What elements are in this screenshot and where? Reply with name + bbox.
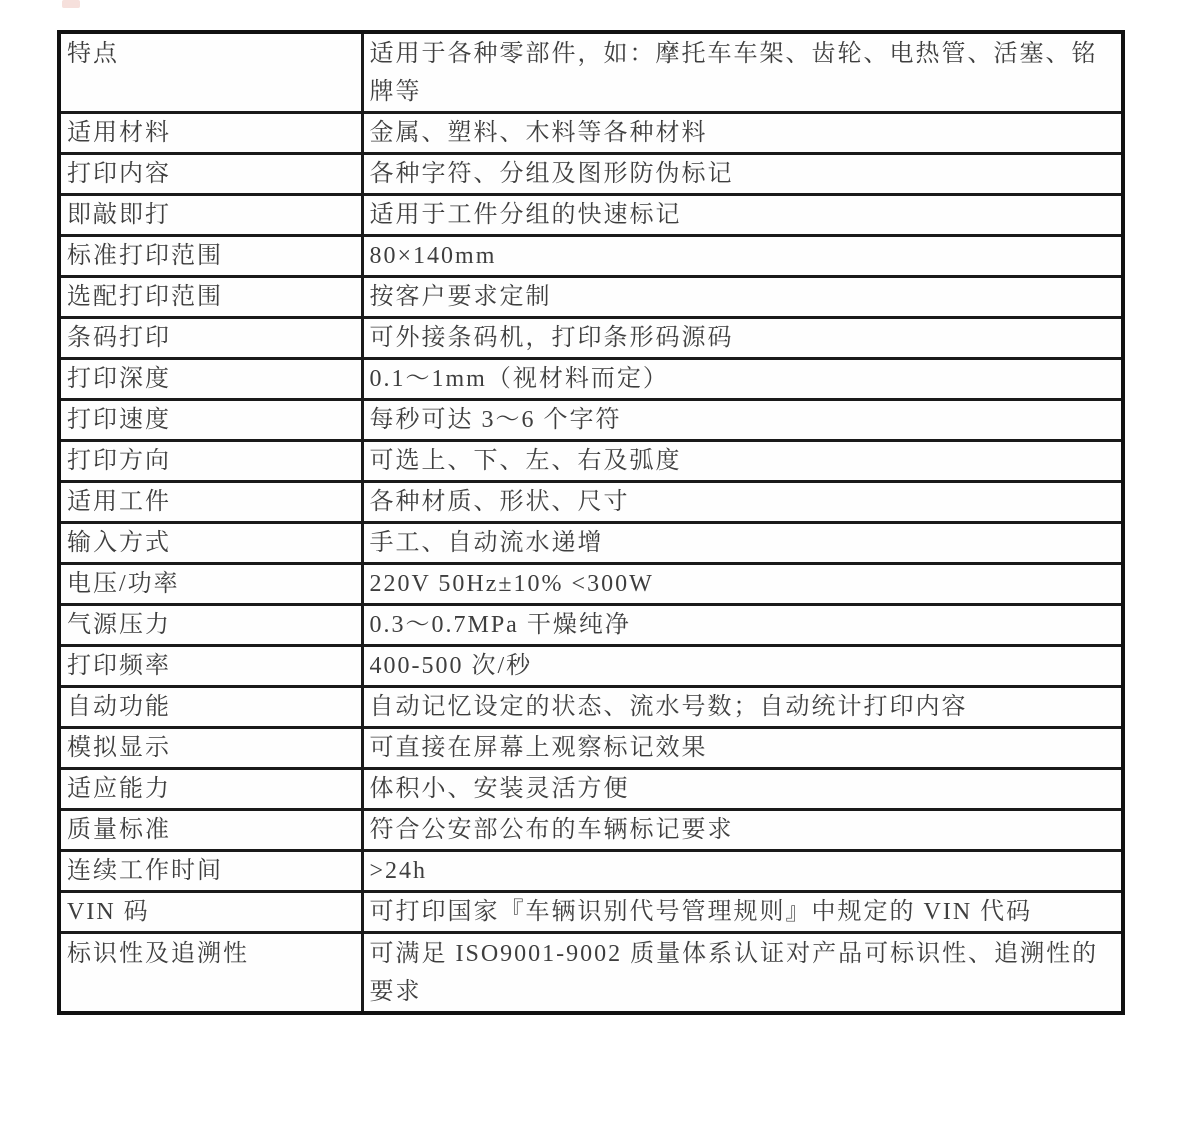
spec-label: 打印方向 [59, 441, 362, 482]
table-row [59, 769, 1123, 810]
table-row [59, 195, 1123, 236]
table-row [59, 851, 1123, 892]
table-row [59, 892, 1123, 933]
spec-value: 适用于工件分组的快速标记 [362, 195, 1123, 236]
spec-value: 各种字符、分组及图形防伪标记 [362, 154, 1123, 195]
table-row [59, 605, 1123, 646]
spec-label: 适用材料 [59, 113, 362, 154]
spec-label: 即敲即打 [59, 195, 362, 236]
spec-label: 输入方式 [59, 523, 362, 564]
table-row [59, 400, 1123, 441]
spec-label: 适应能力 [59, 769, 362, 810]
table-row [59, 564, 1123, 605]
spec-label: 自动功能 [59, 687, 362, 728]
table-row [59, 32, 1123, 113]
spec-label: 模拟显示 [59, 728, 362, 769]
spec-label: 适用工件 [59, 482, 362, 523]
spec-label: 打印深度 [59, 359, 362, 400]
spec-label: 特点 [59, 32, 362, 113]
scan-artifact-mark [62, 0, 80, 8]
spec-value: 80×140mm [362, 236, 1123, 277]
spec-label: 电压/功率 [59, 564, 362, 605]
table-row [59, 236, 1123, 277]
table-row [59, 933, 1123, 1014]
spec-value: 400-500 次/秒 [362, 646, 1123, 687]
spec-value: 适用于各种零部件，如：摩托车车架、齿轮、电热管、活塞、铭牌等 [362, 32, 1123, 113]
spec-label: 打印内容 [59, 154, 362, 195]
spec-value: >24h [362, 851, 1123, 892]
spec-table [57, 30, 1125, 1015]
spec-value: 可选上、下、左、右及弧度 [362, 441, 1123, 482]
spec-label: 条码打印 [59, 318, 362, 359]
table-row [59, 728, 1123, 769]
table-row [59, 523, 1123, 564]
spec-value: 手工、自动流水递增 [362, 523, 1123, 564]
spec-value: 0.3～0.7MPa 干燥纯净 [362, 605, 1123, 646]
spec-value: 符合公安部公布的车辆标记要求 [362, 810, 1123, 851]
table-row [59, 113, 1123, 154]
table-row [59, 441, 1123, 482]
table-row [59, 154, 1123, 195]
spec-label: 气源压力 [59, 605, 362, 646]
spec-value: 按客户要求定制 [362, 277, 1123, 318]
spec-value: 各种材质、形状、尺寸 [362, 482, 1123, 523]
spec-value: 每秒可达 3～6 个字符 [362, 400, 1123, 441]
spec-value: 可直接在屏幕上观察标记效果 [362, 728, 1123, 769]
spec-value: 自动记忆设定的状态、流水号数；自动统计打印内容 [362, 687, 1123, 728]
table-row [59, 359, 1123, 400]
table-row [59, 810, 1123, 851]
spec-label: 标识性及追溯性 [59, 933, 362, 1014]
spec-label: 打印频率 [59, 646, 362, 687]
table-row [59, 687, 1123, 728]
spec-value: 可外接条码机，打印条形码源码 [362, 318, 1123, 359]
spec-label: 质量标准 [59, 810, 362, 851]
spec-label: 连续工作时间 [59, 851, 362, 892]
table-row [59, 277, 1123, 318]
table-row [59, 318, 1123, 359]
spec-value: 金属、塑料、木料等各种材料 [362, 113, 1123, 154]
spec-value: 可满足 ISO9001-9002 质量体系认证对产品可标识性、追溯性的要求 [362, 933, 1123, 1014]
spec-label: 选配打印范围 [59, 277, 362, 318]
spec-table-body [59, 32, 1123, 1013]
spec-label: 打印速度 [59, 400, 362, 441]
spec-label: 标准打印范围 [59, 236, 362, 277]
table-row [59, 646, 1123, 687]
spec-label: VIN 码 [59, 892, 362, 933]
spec-value: 220V 50Hz±10% <300W [362, 564, 1123, 605]
spec-value: 0.1～1mm（视材料而定） [362, 359, 1123, 400]
spec-value: 体积小、安装灵活方便 [362, 769, 1123, 810]
table-row [59, 482, 1123, 523]
spec-value: 可打印国家『车辆识别代号管理规则』中规定的 VIN 代码 [362, 892, 1123, 933]
